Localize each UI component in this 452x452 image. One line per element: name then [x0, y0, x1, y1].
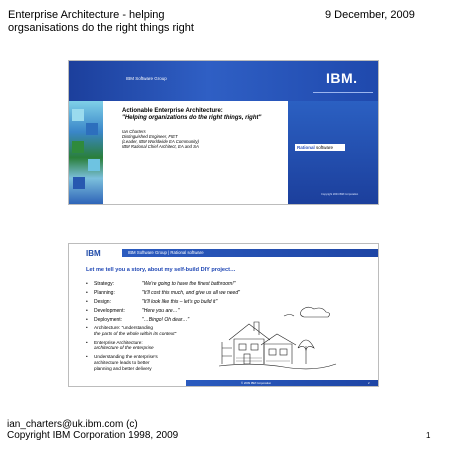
document-title — [8, 9, 194, 35]
slide-2-group-label: IBM Software Group | Rational software — [128, 250, 204, 255]
logo-underline — [313, 92, 373, 93]
decor-tile — [73, 177, 85, 189]
bullet: • — [86, 298, 88, 305]
story-quote: "It'll look like this – let's go build it" — [142, 298, 218, 305]
story-label: Design: — [94, 298, 111, 305]
footer-copyright: Copyright IBM Corporation 1998, 2009 — [7, 430, 179, 441]
page-footer — [7, 419, 178, 441]
bullet: • — [86, 339, 88, 345]
definition-line: architecture leads to better — [94, 359, 150, 365]
decor-tile — [86, 123, 98, 135]
document-date: 9 December, 2009 — [325, 9, 415, 21]
story-label: Strategy: — [94, 281, 115, 287]
story-quote: "We're going to have the finest bathroom!" — [142, 281, 236, 287]
decor-tile — [88, 159, 100, 171]
slide-1-subtitle: "Helping organizations do the right things, right" — [122, 115, 262, 121]
rational-software-badge — [295, 144, 345, 151]
document-title-line-2: orgsanisations do the right things right — [8, 22, 194, 34]
author-name: Ian Charters — [122, 129, 146, 134]
story-label: Planning: — [94, 289, 115, 296]
slide-1-copyright: Copyright 2004 IBM Corporation — [321, 193, 359, 196]
author-role: IBM Rational Chief Architect, EA and SA — [122, 144, 199, 149]
story-quote: "…Bingo! Oh dear…" — [142, 316, 190, 323]
document-title-line-1: Enterprise Architecture - helping — [8, 9, 165, 21]
definition-line: Enterprise Architecture: — [94, 339, 143, 345]
author-role: (Leader, IBM Worldwide EA Community) — [122, 139, 199, 144]
decor-tile — [72, 141, 84, 153]
slide-1-author-block — [122, 129, 199, 149]
story-quote: "It'll cost this much, and give us all we need" — [142, 289, 240, 296]
slide-1-title-main: Actionable Enterprise Architecture: — [122, 108, 223, 114]
bullet: • — [86, 289, 88, 296]
rational-software-word: software — [316, 145, 334, 150]
definition-bullets — [86, 325, 176, 375]
story-label: Development: — [94, 307, 125, 314]
definition-line: Understanding the enterprise's — [94, 354, 158, 360]
rational-brand: Rational — [297, 145, 315, 150]
ibm-logo: IBM — [86, 249, 101, 258]
ibm-logo: IBM. — [326, 70, 358, 86]
story-quote: "Here you are…" — [142, 307, 180, 314]
definition-line: planning and better delivery — [94, 365, 152, 371]
slide-1-right-panel — [288, 101, 378, 204]
bullet: • — [86, 316, 88, 323]
slide-2-footer-bar — [186, 380, 378, 386]
decor-tile — [72, 109, 84, 121]
definition-item — [86, 325, 176, 336]
slide-2-thumbnail — [68, 243, 379, 387]
slide-1-thumbnail — [68, 60, 379, 205]
slide-2-copyright: © 2009 IBM Corporation — [241, 381, 272, 385]
bullet: • — [86, 307, 88, 314]
bullet: • — [86, 281, 88, 287]
bullet: • — [86, 354, 88, 360]
slide-2-heading: Let me tell you a story, about my self-build DIY project… — [86, 267, 236, 273]
house-sketch-illustration — [214, 304, 339, 374]
slide-1-group-label: IBM Software Group — [126, 76, 167, 81]
story-label: Deployment: — [94, 316, 123, 323]
slide-1-title — [122, 108, 261, 122]
page-number: 1 — [426, 431, 431, 440]
definition-item — [86, 340, 176, 351]
definition-line: architecture of the enterprise — [94, 345, 154, 351]
definition-line: the parts of the whole within its context" — [94, 330, 177, 336]
author-role: Distinguished Engineer, FIET — [122, 134, 178, 139]
footer-contact: ian_charters@uk.ibm.com (c) — [7, 419, 138, 430]
bullet: • — [86, 325, 88, 330]
definition-line: Architecture: "understanding — [94, 325, 153, 330]
definition-item — [86, 354, 176, 371]
slide-2-page-number: 2 — [368, 381, 370, 385]
